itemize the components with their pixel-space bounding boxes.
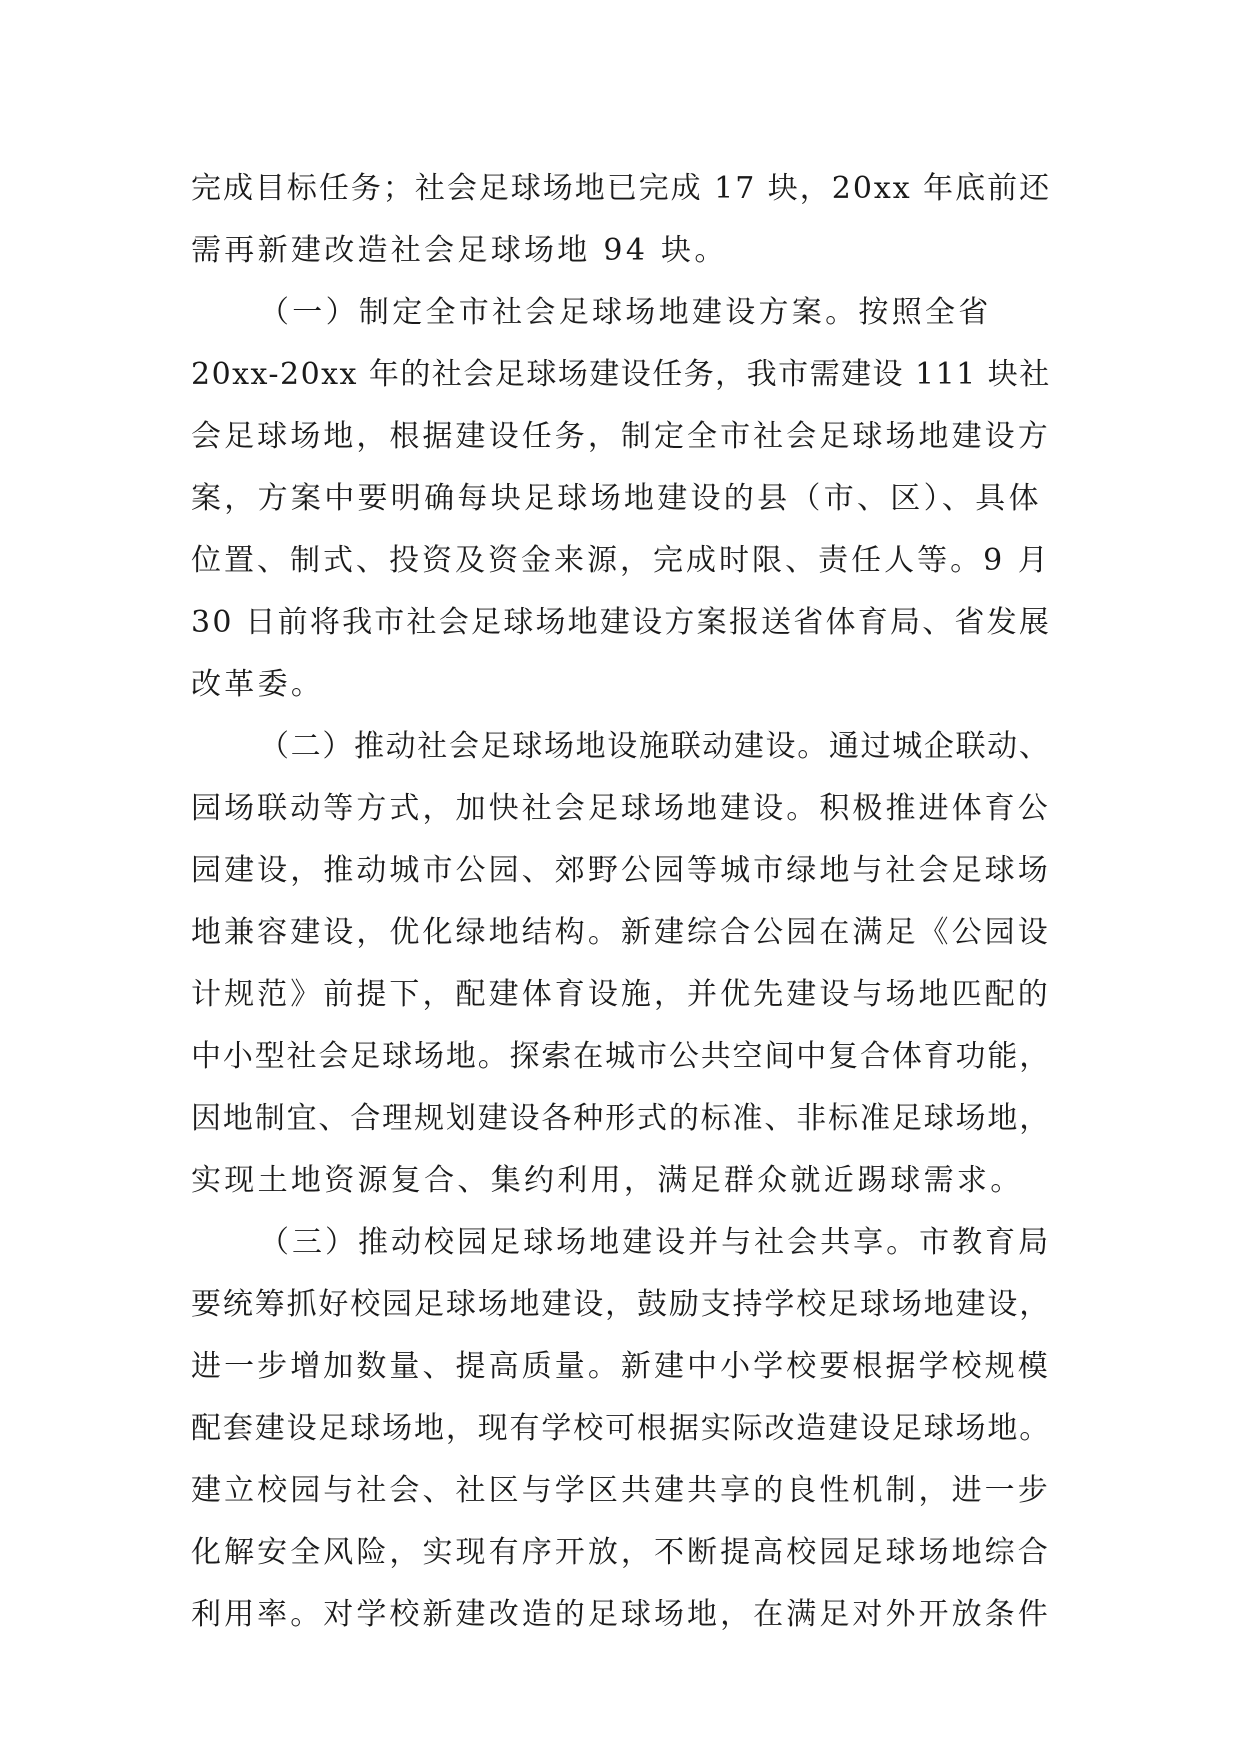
body-text [191,158,1051,1646]
text-line: 要统筹抓好校园足球场地建设，鼓励支持学校足球场地建设， [191,1287,1052,1322]
text-line: 改革委。 [191,667,325,702]
text-line: 进一步增加数量、提高质量。新建中小学校要根据学校规模 [191,1349,1051,1384]
text-line: 园场联动等方式，加快社会足球场地建设。积极推进体育公 [191,791,1051,826]
text-line: 配套建设足球场地，现有学校可根据实际改造建设足球场地。 [191,1411,1052,1446]
text-line: 中小型社会足球场地。探索在城市公共空间中复合体育功能， [191,1039,1052,1074]
text-line: 需再新建改造社会足球场地 94 块。 [191,233,728,268]
text-line: 化解安全风险，实现有序开放，不断提高校园足球场地综合 [191,1535,1051,1570]
text-line: （一）制定全市社会足球场地建设方案。按照全省 [259,295,992,330]
text-line: （三）推动校园足球场地建设并与社会共享。市教育局 [259,1225,1052,1260]
text-line: 30 日前将我市社会足球场地建设方案报送省体育局、省发展 [191,605,1052,640]
text-line: 案，方案中要明确每块足球场地建设的县（市、区）、具体 [191,481,1042,516]
text-line: 利用率。对学校新建改造的足球场地，在满足对外开放条件 [191,1597,1051,1632]
text-line: 建立校园与社会、社区与学区共建共享的良性机制，进一步 [191,1473,1051,1508]
text-line: 因地制宜、合理规划建设各种形式的标准、非标准足球场地， [191,1101,1052,1136]
text-line: 园建设，推动城市公园、郊野公园等城市绿地与社会足球场 [191,853,1051,888]
text-line: 会足球场地，根据建设任务，制定全市社会足球场地建设方 [191,419,1051,454]
text-line: 完成目标任务；社会足球场地已完成 17 块，20xx 年底前还 [191,171,1052,206]
text-line: 计规范》前提下，配建体育设施，并优先建设与场地匹配的 [191,977,1051,1012]
text-line: 位置、制式、投资及资金来源，完成时限、责任人等。9 月 [191,543,1051,578]
text-line: 地兼容建设，优化绿地结构。新建综合公园在满足《公园设 [191,915,1051,950]
text-line: （二）推动社会足球场地设施联动建设。通过城企联动、 [259,729,1051,764]
text-line: 实现土地资源复合、集约利用，满足群众就近踢球需求。 [191,1163,1024,1198]
text-line: 20xx-20xx 年的社会足球场建设任务，我市需建设 111 块社 [191,357,1051,392]
